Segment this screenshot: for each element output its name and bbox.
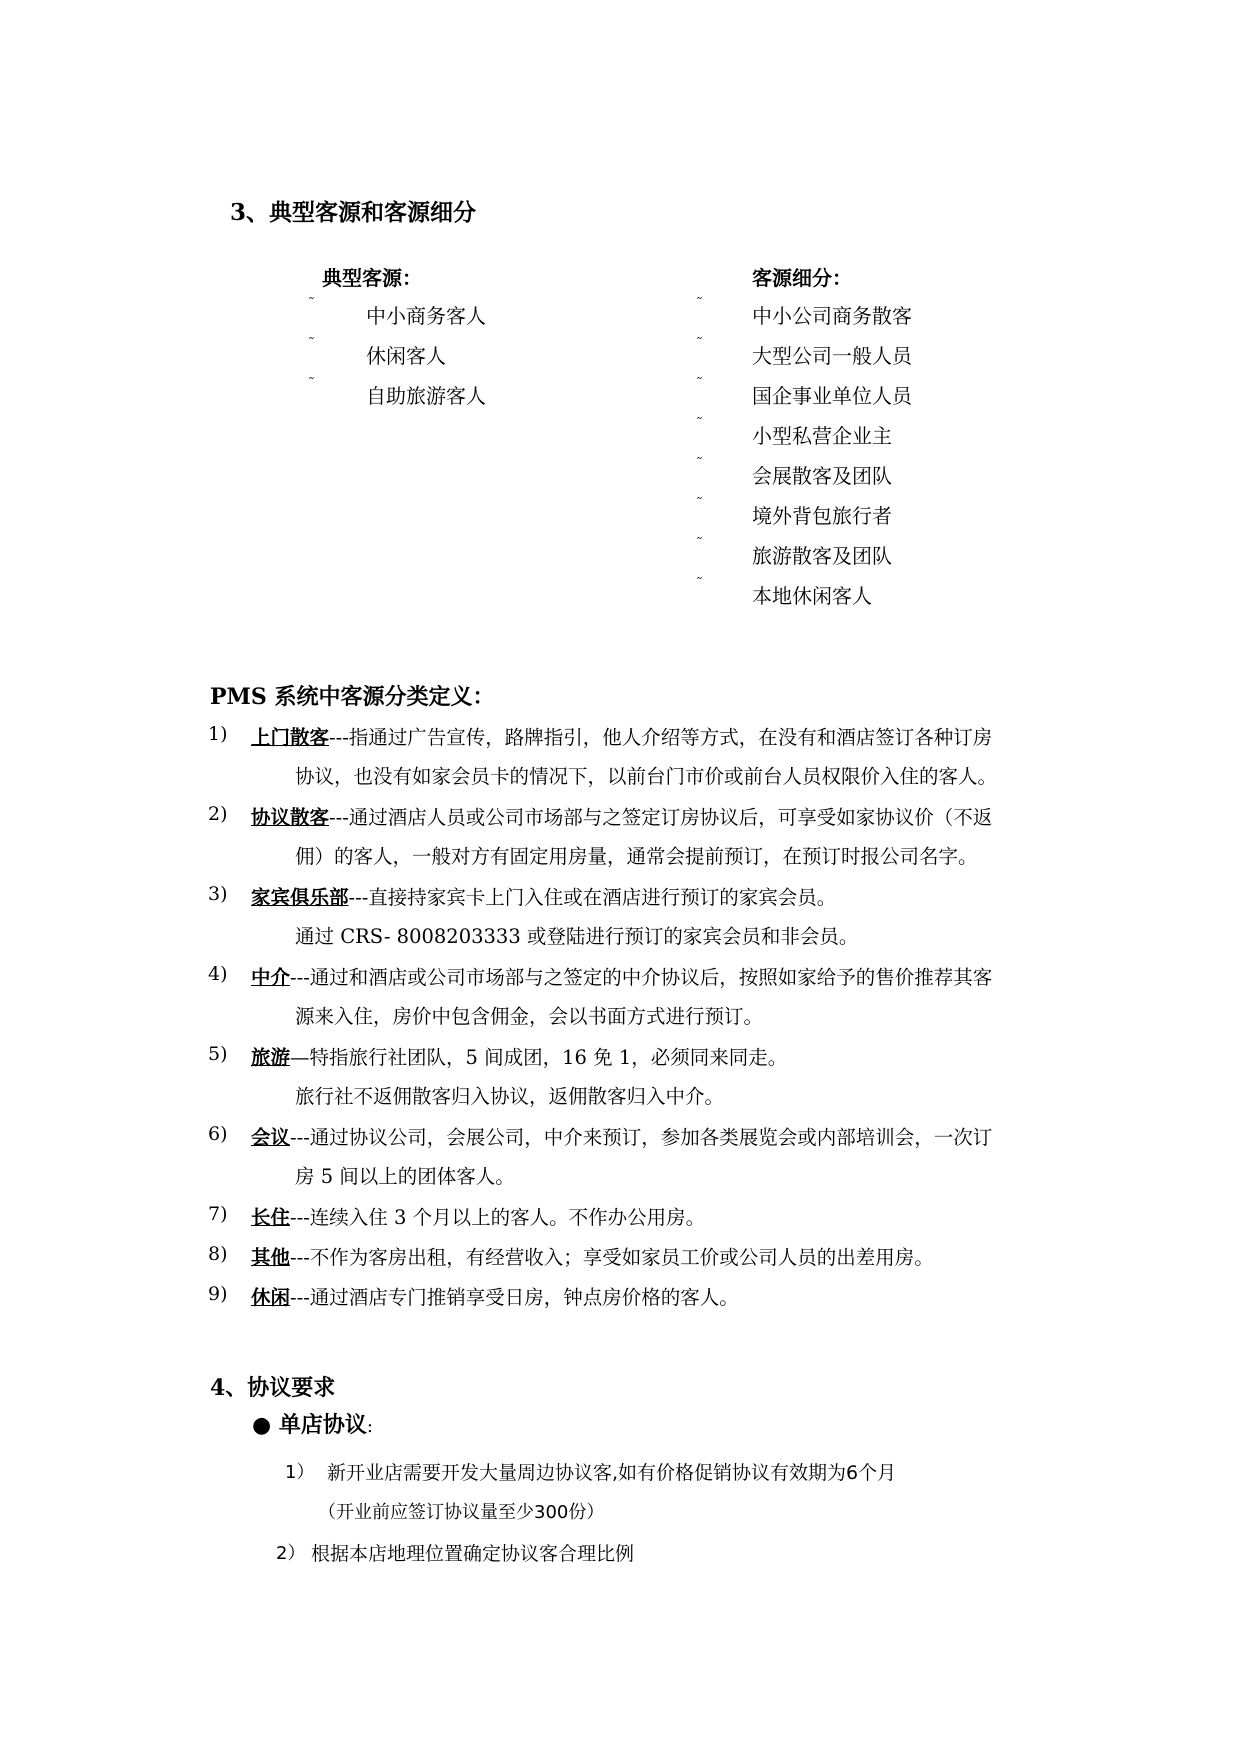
item-line-1 — [251, 722, 992, 750]
agreement-item-text: 新开业店需要开发大量周边协议客,如有价格促销协议有效期为6个月 — [327, 1462, 897, 1484]
item-line-2: 协议，也没有如家会员卡的情况下，以前台门市价或前台人员权限价入住的客人。 — [295, 765, 998, 788]
bullet-icon: ˜ — [696, 296, 703, 312]
item-line-1 — [251, 1042, 787, 1070]
term-separator: --- — [290, 1126, 310, 1149]
term-separator: --- — [348, 886, 369, 909]
segment-item: 小型私营企业主 — [752, 424, 892, 448]
bullet-icon: ˜ — [696, 336, 703, 352]
segment-item: 旅游散客及团队 — [752, 544, 892, 568]
segment-item: 境外背包旅行者 — [752, 504, 892, 528]
agreement-item-number: 1） — [285, 1462, 315, 1483]
definition-text: 不作为客房出租，有经营收入；享受如家员工价或公司人员的出差用房。 — [309, 1246, 934, 1269]
definition-term: 协议散客 — [251, 806, 330, 829]
item-number: 6) — [208, 1123, 228, 1145]
item-line-2: 旅行社不返佣散客归入协议，返佣散客归入中介。 — [295, 1085, 725, 1108]
item-number: 7) — [208, 1203, 228, 1225]
single-store-agreement-heading — [252, 1408, 373, 1439]
item-number: 3) — [208, 883, 228, 905]
item-number: 1) — [208, 723, 228, 745]
segments-header: 客源细分： — [752, 266, 852, 290]
bullet-icon: ˜ — [308, 376, 315, 392]
item-line-1 — [251, 882, 836, 910]
definition-term: 会议 — [251, 1126, 291, 1149]
segment-item: 会展散客及团队 — [752, 464, 892, 488]
term-separator: --- — [290, 1286, 310, 1309]
typical-source-item: 休闲客人 — [366, 344, 446, 368]
bullet-icon: ˜ — [308, 336, 315, 352]
definition-text: 通过协议公司，会展公司，中介来预订，参加各类展览会或内部培训会，一次订 — [309, 1126, 993, 1149]
definition-term: 休闲 — [251, 1286, 291, 1309]
typical-source-item: 中小商务客人 — [366, 304, 486, 328]
item-number: 5) — [208, 1043, 228, 1065]
item-line-1 — [251, 1202, 705, 1230]
agreement-item-number: 2） — [276, 1543, 306, 1564]
segment-item: 本地休闲客人 — [752, 584, 872, 608]
definition-term: 上门散客 — [251, 726, 330, 749]
segment-item: 大型公司一般人员 — [752, 344, 912, 368]
bullet-icon: ˜ — [696, 416, 703, 432]
section-4-title: 4、协议要求 — [210, 1375, 336, 1401]
item-line-2: 源来入住，房价中包含佣金，会以书面方式进行预订。 — [295, 1005, 764, 1028]
item-line-1 — [251, 1282, 739, 1310]
term-separator: --- — [290, 1246, 310, 1269]
segment-item: 国企事业单位人员 — [752, 384, 912, 408]
agreement-item-text: 根据本店地理位置确定协议客合理比例 — [311, 1543, 635, 1565]
definition-term: 长住 — [251, 1206, 291, 1229]
item-number: 2) — [208, 803, 228, 825]
item-line-1 — [251, 1122, 992, 1150]
definition-text: 连续入住 3 个月以上的客人。不作办公用房。 — [309, 1206, 706, 1229]
definition-text: 直接持家宾卡上门入住或在酒店进行预订的家宾会员。 — [368, 886, 837, 909]
definition-term: 其他 — [251, 1246, 291, 1269]
bullet-icon: ˜ — [696, 496, 703, 512]
item-line-1 — [251, 1242, 934, 1270]
term-separator: --- — [329, 806, 349, 829]
section-3-title: 3、典型客源和客源细分 — [230, 199, 477, 226]
item-line-2: 房 5 间以上的团体客人。 — [295, 1165, 515, 1188]
subtitle-colon: : — [366, 1416, 373, 1437]
item-number: 9) — [208, 1283, 228, 1305]
definition-term: 旅游 — [251, 1046, 291, 1069]
term-separator: --- — [290, 966, 310, 989]
definition-text: 通过酒店专门推销享受日房，钟点房价格的客人。 — [309, 1286, 739, 1309]
item-line-2: 通过 CRS- 8008203333 或登陆进行预订的家宾会员和非会员。 — [295, 925, 859, 948]
definition-text: 通过和酒店或公司市场部与之签定的中介协议后，按照如家给予的售价推荐其客 — [309, 966, 993, 989]
typical-sources-header: 典型客源： — [322, 266, 422, 290]
typical-source-item: 自助旅游客人 — [366, 384, 486, 408]
bullet-icon: ˜ — [696, 536, 703, 552]
definition-text: 通过酒店人员或公司市场部与之签定订房协议后，可享受如家协议价（不返 — [348, 806, 993, 829]
item-line-2: 佣）的客人，一般对方有固定用房量，通常会提前预订，在预订时报公司名字。 — [295, 845, 978, 868]
item-line-1 — [251, 802, 992, 830]
bullet-icon: ˜ — [308, 296, 315, 312]
bullet-icon: ˜ — [696, 576, 703, 592]
definition-term: 中介 — [251, 966, 291, 989]
definition-term: 家宾俱乐部 — [251, 886, 349, 909]
bullet-icon: ● — [252, 1412, 272, 1438]
item-number: 4) — [208, 963, 228, 985]
bullet-icon: ˜ — [696, 376, 703, 392]
segment-item: 中小公司商务散客 — [752, 304, 912, 328]
term-separator: — — [290, 1046, 310, 1069]
term-separator: --- — [329, 726, 349, 749]
definition-text: 指通过广告宣传，路牌指引，他人介绍等方式，在没有和酒店签订各种订房 — [348, 726, 993, 749]
item-number: 8) — [208, 1243, 228, 1265]
agreement-item-note: （开业前应签订协议量至少300份） — [318, 1502, 605, 1523]
term-separator: --- — [290, 1206, 310, 1229]
subtitle-text: 单店协议 — [278, 1412, 367, 1438]
item-line-1 — [251, 962, 992, 990]
bullet-icon: ˜ — [696, 456, 703, 472]
pms-definitions-title: PMS 系统中客源分类定义： — [210, 684, 495, 710]
definition-text: 特指旅行社团队，5 间成团，16 免 1，必须同来同走。 — [309, 1046, 788, 1069]
